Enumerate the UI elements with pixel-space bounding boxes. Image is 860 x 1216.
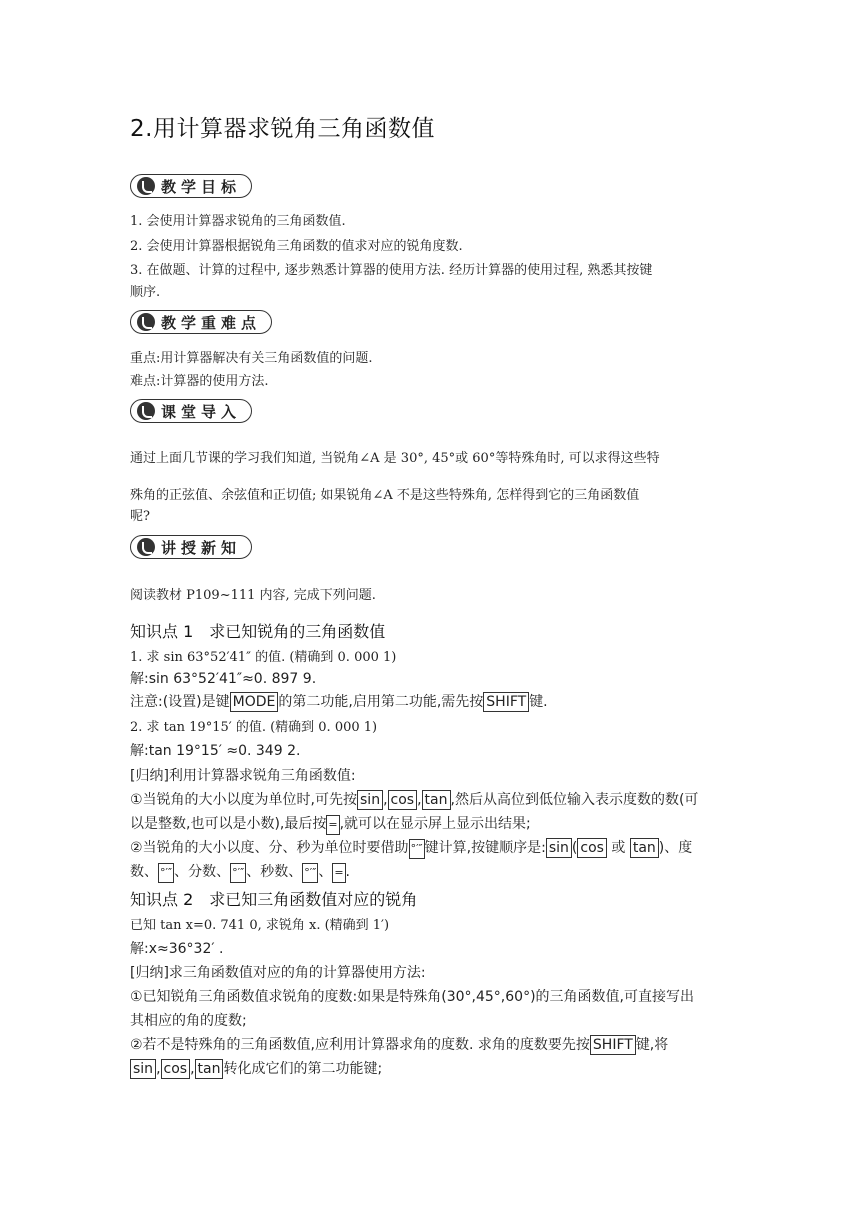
intro-line: 通过上面几节课的学习我们知道, 当锐角∠A 是 30°, 45°或 60°等特殊角时, 可以求得这些特 xyxy=(130,451,660,466)
kp1-summary-step1: ①当锐角的大小以度为单位时,可先按 sin , cos , tan ,然后从高位到低位输入表示度数的数(可 xyxy=(130,792,699,808)
difficulty-line: 重点:用计算器解决有关三角函数值的问题. xyxy=(130,351,373,366)
difficulty-line: 难点:计算器的使用方法. xyxy=(130,374,269,389)
dms-key: °′″ xyxy=(230,863,246,883)
sin-key: sin xyxy=(546,838,572,858)
pen-emblem-icon xyxy=(137,538,155,556)
tan-key: tan xyxy=(195,1059,224,1079)
equals-key: = xyxy=(326,815,339,835)
pen-emblem-icon xyxy=(137,177,155,195)
kp2-heading: 知识点 2 求已知三角函数值对应的锐角 xyxy=(130,890,418,909)
kp1-question-2: 2. 求 tan 19°15′ 的值. (精确到 0. 000 1) xyxy=(130,720,378,735)
goal-line: 1. 会使用计算器求锐角的三角函数值. xyxy=(130,214,346,229)
pen-emblem-icon xyxy=(137,313,155,331)
kp1-summary-step2: ②当锐角的大小以度、分、秒为单位时要借助 °′″ 键计算,按键顺序是: sin ( cos 或 tan )、度 xyxy=(130,837,692,859)
section-badge-difficulty: 教学重难点 xyxy=(130,309,272,335)
kp2-summary-step1: ①已知锐角三角函数值求锐角的度数:如果是特殊角(30°,45°,60°)的三角函数值,可直接写出 xyxy=(130,989,694,1005)
section-badge-intro: 课堂导入 xyxy=(130,398,252,424)
kp1-answer-1: 解:sin 63°52′41″≈0. 897 9. xyxy=(130,671,317,687)
shift-key: SHIFT xyxy=(483,692,529,712)
kp1-summary-heading: [归纳]利用计算器求锐角三角函数值: xyxy=(130,768,356,784)
goal-line: 3. 在做题、计算的过程中, 逐步熟悉计算器的使用方法. 经历计算器的使用过程, 熟悉其按键 xyxy=(130,263,653,278)
kp2-answer: 解:x≈36°32′ . xyxy=(130,941,224,957)
mode-key: MODE xyxy=(230,692,279,712)
intro-line: 殊角的正弦值、余弦值和正切值; 如果锐角∠A 不是这些特殊角, 怎样得到它的三角函数值 xyxy=(130,488,640,503)
kp1-note: 注意:(设置)是键 MODE 的第二功能,启用第二功能,需先按 SHIFT 键. xyxy=(130,694,548,710)
cos-key: cos xyxy=(577,838,607,858)
kp2-summary-step2-cont: sin , cos , tan 转化成它们的第二功能键; xyxy=(130,1058,382,1079)
reading-instruction: 阅读教材 P109~111 内容, 完成下列问题. xyxy=(130,588,376,603)
section-badge-goals: 教学目标 xyxy=(130,173,252,199)
shift-key: SHIFT xyxy=(590,1035,636,1055)
pen-emblem-icon xyxy=(137,402,155,420)
section-badge-lecture: 讲授新知 xyxy=(130,534,252,560)
kp1-question-1: 1. 求 sin 63°52′41″ 的值. (精确到 0. 000 1) xyxy=(130,650,397,665)
kp1-summary-step1-cont: 以是整数,也可以是小数),最后按 = ,就可以在显示屏上显示出结果; xyxy=(130,813,531,835)
dms-key: °′″ xyxy=(302,863,318,883)
intro-line: 呢? xyxy=(130,509,150,524)
kp2-summary-heading: [归纳]求三角函数值对应的角的计算器使用方法: xyxy=(130,965,426,981)
sin-key: sin xyxy=(357,790,383,810)
kp2-summary-step2: ②若不是特殊角的三角函数值,应利用计算器求角的度数. 求角的度数要先按 SHIFT 键,将 xyxy=(130,1037,669,1053)
equals-key: = xyxy=(332,863,345,883)
cos-key: cos xyxy=(161,1059,191,1079)
kp1-answer-2: 解:tan 19°15′ ≈0. 349 2. xyxy=(130,743,301,759)
kp1-summary-step2-cont: 数、 °′″ 、分数、 °′″ 、秒数、 °′″ 、 = . xyxy=(130,861,350,883)
kp1-heading: 知识点 1 求已知锐角的三角函数值 xyxy=(130,622,386,641)
tan-key: tan xyxy=(630,838,659,858)
goal-line: 顺序. xyxy=(130,285,161,300)
tan-key: tan xyxy=(422,790,451,810)
dms-key: °′″ xyxy=(158,863,174,883)
goal-line: 2. 会使用计算器根据锐角三角函数的值求对应的锐角度数. xyxy=(130,239,463,254)
dms-key: °′″ xyxy=(409,839,425,859)
sin-key: sin xyxy=(130,1059,156,1079)
cos-key: cos xyxy=(388,790,418,810)
kp2-summary-step1-cont: 其相应的角的度数; xyxy=(130,1013,247,1029)
kp2-question: 已知 tan x=0. 741 0, 求锐角 x. (精确到 1′) xyxy=(130,918,390,933)
page-title: 2.用计算器求锐角三角函数值 xyxy=(130,116,435,142)
